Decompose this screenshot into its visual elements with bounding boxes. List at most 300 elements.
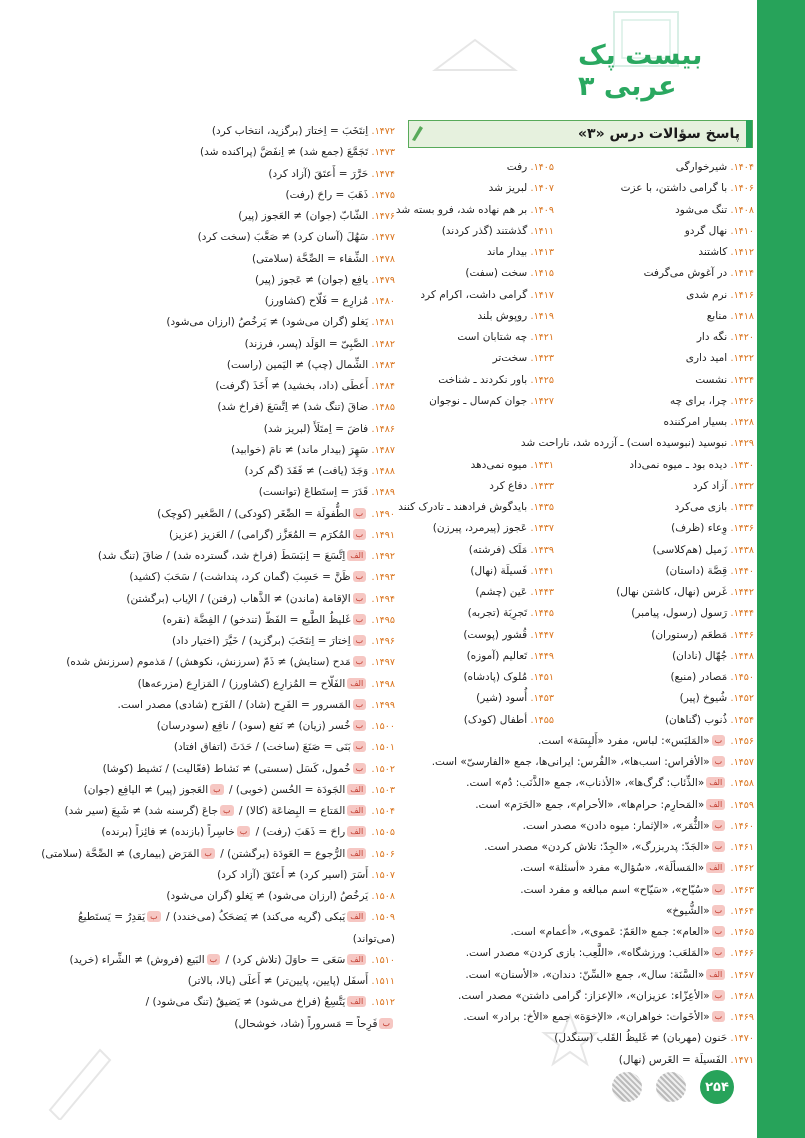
answer-line [60, 971, 395, 992]
answer-text: خاسِراً (بازنده) ≠ فائِزاً (برنده) [101, 826, 235, 839]
answer-number: ۱۴۱۰. [730, 225, 754, 237]
answer-number: ۱۴۸۷. [371, 444, 395, 456]
answer-line [60, 716, 395, 737]
answer-line [60, 440, 395, 461]
answer-line [60, 610, 395, 631]
answer-text: «الأخَوات: خواهران»، «الإخوَة» جمع «الأخ: برادر» است. [463, 1011, 710, 1023]
pencil-icon [410, 124, 424, 142]
answer-number: ۱۴۶۹. [730, 1012, 754, 1023]
answer-text: غَرس (نهال، کاشتن نهال) [616, 586, 728, 598]
answer-text: بیدار ماند [487, 246, 528, 258]
answer-number: ۱۴۸۰. [371, 296, 395, 307]
answer-line [404, 1007, 754, 1028]
answer-line [60, 801, 395, 822]
choice-badge: الف [347, 784, 366, 795]
choice-badge: ب [353, 508, 367, 519]
pair-cell [404, 433, 554, 454]
answer-number: ۱۵۱۰. [371, 954, 395, 966]
choice-badge: ب [237, 826, 251, 837]
pair-cell [404, 710, 554, 731]
answer-number: ۱۴۹۳. [371, 572, 395, 584]
answer-number: ۱۴۶۴. [730, 905, 754, 917]
answer-text: البَیع (فروش) ≠ الشِّراء (خرید) [69, 953, 205, 966]
pair-cell [404, 391, 554, 412]
answer-text: فَسیلَة (نهال) [470, 564, 528, 577]
answer-number: ۱۵۰۵. [371, 827, 395, 839]
answer-number: ۱۴۸۴. [371, 381, 395, 392]
answer-pair [404, 455, 754, 476]
answer-number: ۱۴۳۹. [530, 544, 554, 556]
choice-badge: ب [712, 990, 726, 1001]
answer-number: ۱۴۷۵. [371, 189, 395, 201]
pair-cell [554, 285, 754, 306]
pair-cell [404, 625, 554, 646]
answer-number: ۱۴۸۶. [371, 423, 395, 435]
choice-badge: الف [706, 862, 725, 873]
answer-number: ۱۴۹۵. [371, 614, 395, 626]
pair-cell [404, 476, 554, 497]
answer-number: ۱۴۹۹. [371, 699, 395, 711]
answer-line [60, 142, 395, 163]
answer-number: ۱۴۴۴. [730, 608, 754, 620]
answer-text: امید داری [685, 352, 728, 365]
answer-text: یَغلو (گران می‌شود) ≠ یَرخُصُ (ارزان می‌شود) [166, 316, 369, 329]
answer-number: ۱۴۵۵. [530, 714, 554, 726]
answer-number: ۱۴۳۰. [730, 459, 754, 471]
answer-pair [404, 412, 754, 433]
answer-line [60, 270, 395, 291]
answer-number: ۱۴۳۷. [530, 523, 554, 535]
answer-text: الفَسیلَة = الغَرس (نهال) [618, 1053, 728, 1066]
answer-number: ۱۴۱۶. [730, 289, 754, 301]
answer-number: ۱۴۰۶. [730, 183, 754, 195]
answer-line [60, 631, 395, 652]
answer-text: نرم شدی [686, 288, 728, 301]
choice-badge: الف [347, 996, 366, 1007]
answer-line [60, 482, 395, 503]
answer-pair [398, 497, 754, 518]
answer-text: عَجوز (پیرمرد، پیرزن) [432, 522, 528, 535]
answer-pair [404, 710, 754, 731]
choice-badge: ب [379, 1018, 393, 1029]
answer-text: الشِّمال (چپ) ≠ الیَمین (راست) [226, 358, 369, 371]
answer-pair [404, 476, 754, 497]
choice-badge: ب [712, 756, 726, 767]
pair-cell [554, 178, 754, 199]
answer-number: ۱۴۷۳. [371, 147, 395, 159]
answer-text: وِعاء (ظرف) [671, 522, 728, 535]
answer-number: ۱۵۱۱. [371, 976, 395, 987]
choice-badge: الف [347, 678, 366, 689]
answer-text: المَتاع = البِضاعَة (کالا) / [238, 805, 346, 817]
side-strip [757, 0, 805, 1138]
answer-number: ۱۴۸۱. [371, 317, 395, 329]
answer-number: ۱۴۵۰. [730, 672, 754, 683]
answer-text: «المَسألَة»، «سُؤال» مفرد «أسئلة» است. [519, 862, 705, 875]
answer-text: وَجَدَ (یافت) ≠ فَقَدَ (گم کرد) [244, 465, 369, 477]
answer-pair [404, 540, 754, 561]
choice-badge: الف [347, 550, 366, 561]
answer-line [60, 164, 395, 185]
choice-badge: ب [712, 1011, 726, 1022]
answer-line [60, 546, 395, 567]
answer-number: ۱۵۰۸. [371, 891, 395, 902]
answer-text: بَنَی = صَنَعَ (ساخت) / حَدَثَ (اتفاق افتاد) [173, 741, 351, 754]
book-logo [578, 40, 738, 102]
answer-number: ۱۴۵۷. [730, 757, 754, 768]
answer-number: ۱۴۷۲. [371, 126, 395, 137]
answer-line [41, 844, 395, 865]
answer-text: أُسود (شیر) [476, 692, 528, 705]
answer-number: ۱۴۷۷. [371, 232, 395, 244]
answer-text: المَسرور = الفَرِح (شاد) / الفَرَح (شادی) مصدر است. [117, 698, 351, 711]
answer-number: ۱۴۳۳. [530, 480, 554, 492]
answer-pair [404, 561, 754, 582]
answer-number: ۱۴۵۶. [730, 735, 754, 747]
answer-text: اِنتَخَبَ = اِختارَ (برگزید، انتخاب کرد) [211, 125, 369, 137]
pair-cell [554, 263, 754, 284]
choice-badge: الف [347, 848, 366, 859]
answer-text: مُلوک (پادشاه) [463, 671, 528, 683]
answer-text: مَصادر (منبع) [670, 671, 728, 683]
answer-text: لبریز شد [488, 182, 528, 195]
answer-pair [404, 518, 754, 539]
pair-cell [404, 603, 554, 624]
pencil-decoration [40, 1040, 120, 1120]
pair-cell [404, 455, 554, 476]
answer-line [60, 886, 395, 907]
answer-text: (می‌تواند) [352, 932, 395, 945]
answer-line [60, 397, 395, 418]
hatched-circle [656, 1072, 686, 1102]
answer-text: أطفال (کودک) [463, 713, 528, 726]
answer-number: ۱۵۰۷. [371, 869, 395, 881]
pair-cell [404, 306, 554, 327]
answer-number: ۱۴۵۳. [530, 693, 554, 705]
pair-cell [404, 646, 554, 667]
answer-number: ۱۴۲۱. [530, 332, 554, 343]
answer-line [60, 652, 395, 673]
answer-text: «المَلبَس»: لباس، مفرد «أَلبِسَة» است. [538, 734, 710, 747]
answer-text: شُیوخ (پیر) [679, 692, 728, 705]
pair-cell [404, 518, 554, 539]
answer-line [60, 291, 395, 312]
answer-text: حَنون (مهربان) ≠ غَلیظُ القَلب (سنگدل) [554, 1032, 728, 1045]
answer-line [60, 567, 395, 588]
answer-text: منابع [706, 309, 728, 322]
answer-number: ۱۴۴۹. [530, 650, 554, 662]
choice-badge: ب [712, 841, 726, 852]
left-answer-column [41, 121, 395, 1035]
answer-text: «المَحارِم: حرام‌ها»، «الأحرام»، جمع «الحَرَم» است. [475, 798, 705, 811]
choice-badge: الف [347, 954, 366, 965]
answer-text: اِتَّسَعَ = اِنبَسَطَ (فراخ شد، گسترده شد) / ضاقَ (تنگ شد) [97, 550, 346, 562]
choice-badge: ب [210, 784, 224, 795]
answer-line [60, 695, 395, 716]
answer-line [60, 865, 395, 886]
answer-line [60, 419, 395, 440]
answer-line [60, 780, 395, 801]
answer-line [404, 731, 754, 752]
answer-text: تَجَمَّعَ (جمع شد) ≠ اِنفَضَّ (پراکنده شد) [200, 146, 369, 159]
answer-text: ذُنوب (گناهان) [664, 713, 728, 726]
pair-cell [554, 625, 754, 646]
answer-text: «السَّنَة: سال»، جمع «السِّنّ: دندان»، «الأسنان» است. [465, 968, 705, 981]
answer-number: ۱۴۲۹. [730, 438, 754, 450]
answer-pair [404, 178, 754, 199]
answer-text: تنگ می‌شود [675, 203, 728, 216]
answer-number: ۱۵۰۲. [371, 763, 395, 775]
answer-number: ۱۴۶۶. [730, 948, 754, 960]
answer-number: ۱۴۲۷. [530, 395, 554, 407]
pair-cell [554, 688, 754, 709]
answer-text: گذشتند (گذر کردند) [441, 224, 528, 237]
answer-text: مَلَک (فرشته) [468, 543, 528, 556]
pair-cell [554, 497, 754, 518]
logo-text: بیست پک عربی ۳ [578, 40, 703, 102]
answer-number: ۱۴۲۵. [530, 374, 554, 386]
answer-pair [404, 327, 754, 348]
answer-line [60, 504, 395, 525]
answer-text: کاشتند [698, 246, 728, 258]
pair-cell [404, 540, 554, 561]
pair-cell [554, 157, 754, 178]
pair-cell [554, 370, 754, 391]
answer-line [404, 795, 754, 816]
answer-number: ۱۴۲۳. [530, 353, 554, 365]
answer-line [60, 334, 395, 355]
answer-text: سَهُلَ (آسان کرد) ≠ صَعَّبَ (سخت کرد) [197, 231, 369, 244]
answer-text: رَسول (رسول، پیامبر) [631, 607, 728, 620]
answer-number: ۱۴۷۱. [730, 1054, 754, 1066]
answer-number: ۱۴۲۲. [730, 353, 754, 365]
answer-number: ۱۴۷۶. [371, 211, 395, 222]
answer-line [60, 759, 395, 780]
answer-text: فَرِحاً = مَسروراً (شاد، خوشحال) [234, 1017, 378, 1030]
pair-cell [554, 391, 754, 412]
answer-text: «الجَدّ: پدربزرگ»، «الجِدّ: تلاش کردن» مصدر است. [484, 841, 710, 853]
answer-text: «الأعِزّاء: عزیزان»، «الإعزاز: گرامی داشتن» مصدر است. [458, 989, 710, 1002]
choice-badge: ب [353, 699, 367, 710]
answer-number: ۱۴۴۱. [530, 565, 554, 577]
answer-text: فاضَ = اِمتَلَأَ (لبریز شد) [263, 422, 369, 435]
answer-text: در آغوش می‌گرفت [643, 267, 728, 280]
answer-number: ۱۴۰۴. [730, 162, 754, 173]
answer-text: الإقامة (ماندن) ≠ الذَّهاب (رفتن) / الإیاب (برگشتن) [126, 592, 351, 605]
right-answer-column [395, 157, 754, 1071]
pair-cell [404, 561, 554, 582]
pair-cell [404, 348, 554, 369]
answer-text: جاعَ (گرسنه شد) ≠ شَبِعَ (سیر شد) [64, 805, 218, 817]
answer-line [60, 376, 395, 397]
pair-cell [554, 306, 754, 327]
choice-badge: ب [712, 905, 726, 916]
answer-number: ۱۴۶۱. [730, 842, 754, 853]
choice-badge: ب [353, 720, 367, 731]
answer-text: زَمیل (هم‌کلاسی) [652, 543, 728, 556]
answer-text: الرُّجوع = العَودَة (برگشتن) / [220, 847, 346, 860]
answer-number: ۱۴۹۴. [371, 593, 395, 605]
answer-number: ۱۴۴۰. [730, 565, 754, 577]
pair-cell [404, 285, 554, 306]
answer-number: ۱۴۲۸. [730, 417, 754, 428]
answer-pair [404, 306, 754, 327]
header-accent [746, 120, 752, 148]
answer-pair [404, 263, 754, 284]
answer-number: ۱۴۹۰. [371, 508, 395, 520]
answer-line [404, 816, 754, 837]
answer-text: ذَهَبَ = راحَ (رفت) [285, 188, 369, 201]
answer-line [60, 907, 395, 928]
answer-text: روپوش بلند [477, 309, 528, 322]
answer-pair [404, 433, 754, 454]
answer-number: ۱۴۷۹. [371, 274, 395, 286]
answer-number: ۱۴۶۲. [730, 863, 754, 875]
answer-line [60, 249, 395, 270]
choice-badge: ب [712, 735, 726, 746]
answer-text: «المَلعَب: ورزشگاه»، «اللَّعِب: بازی کردن» مصدر است. [465, 947, 710, 960]
answer-number: ۱۴۷۰. [730, 1033, 754, 1045]
answer-number: ۱۴۵۱. [530, 672, 554, 683]
answer-pair [395, 200, 754, 221]
answer-number: ۱۴۵۴. [730, 714, 754, 726]
answer-text: المَرَض (بیماری) ≠ الصِّحَّة (سلامتی) [41, 847, 200, 860]
answer-text: سَهِرَ (بیدار ماند) ≠ نامَ (خوابید) [230, 443, 369, 456]
answer-text: «الشُّیوخ» [665, 904, 710, 917]
answer-text: یَقدِرُ = یَستَطیعُ [78, 911, 146, 924]
answer-number: ۱۴۱۱. [530, 225, 554, 237]
answer-text: دیده بود ـ میوه نمی‌داد [629, 458, 728, 471]
answer-number: ۱۵۰۳. [371, 784, 395, 796]
answer-number: ۱۴۹۷. [371, 657, 395, 669]
choice-badge: ب [353, 763, 367, 774]
answer-text: الشّابّ (جوان) ≠ العَجوز (پیر) [238, 210, 369, 222]
answer-text: «الذِّئاب: گرگ‌ها»، «الأذناب»، جمع «الذَّنَب: دُم» است. [466, 777, 705, 790]
pair-cell [554, 603, 754, 624]
answer-pair [404, 285, 754, 306]
pair-cell [395, 200, 554, 221]
answer-line [60, 312, 395, 333]
answer-text: الفَلّاح = المُزارِع (کشاورز) / المَزارِع (مزرعه‌ها) [137, 677, 346, 690]
pair-cell [554, 200, 754, 221]
pair-cell [554, 582, 754, 603]
answer-number: ۱۴۱۲. [730, 247, 754, 258]
choice-badge: ب [353, 635, 367, 646]
answer-number: ۱۴۰۹. [530, 204, 554, 216]
answer-number: ۱۴۳۵. [530, 502, 554, 513]
answer-number: ۱۴۶۵. [730, 927, 754, 938]
pair-cell [404, 412, 554, 433]
answer-text: عَین (چشم) [475, 586, 528, 598]
answer-text: سخت‌تر [492, 352, 528, 365]
pair-cell [404, 178, 554, 199]
answer-line [60, 185, 395, 206]
answer-text: الشِّفاء = الصِّحَّة (سلامتی) [252, 252, 369, 265]
answer-line [60, 355, 395, 376]
choice-badge: ب [712, 820, 726, 831]
answer-number: ۱۵۰۰. [371, 721, 395, 732]
answer-number: ۱۴۴۲. [730, 587, 754, 598]
answer-line [404, 1050, 754, 1071]
answer-pair [404, 667, 754, 688]
answer-text: ظَنَّ = حَسِبَ (گمان کرد، پنداشت) / سَحَبَ (کشید) [129, 571, 351, 584]
answer-number: ۱۵۰۱. [371, 742, 395, 754]
answer-number: ۱۴۰۷. [530, 183, 554, 195]
answer-line [404, 1028, 754, 1049]
answer-pair [404, 391, 754, 412]
answer-text: نگه دار [696, 331, 728, 343]
answer-text: العَجوز (پیر) ≠ الیافِع (جوان) [83, 783, 209, 796]
answer-number: ۱۴۳۴. [730, 502, 754, 513]
answer-number: ۱۵۰۴. [371, 806, 395, 817]
pair-cell [520, 433, 754, 454]
answer-number: ۱۴۱۷. [530, 289, 554, 301]
answer-pair [404, 625, 754, 646]
answer-text: قِصَّة (داستان) [665, 564, 728, 577]
answer-text: چرا، برای چه [669, 394, 728, 407]
choice-badge: ب [220, 805, 234, 816]
answer-pair [404, 157, 754, 178]
answer-text: بسیار امرکننده [663, 416, 728, 428]
answer-number: ۱۴۰۸. [730, 204, 754, 216]
answer-line [404, 773, 754, 794]
answer-number: ۱۴۲۴. [730, 374, 754, 386]
section-header [408, 120, 753, 148]
answer-line [60, 525, 395, 546]
answer-line [60, 929, 395, 950]
answer-number: ۱۴۳۱. [530, 459, 554, 471]
pair-cell [554, 242, 754, 263]
answer-text: بر هم نهاده شد، فرو بسته شد [395, 203, 528, 216]
answer-line [60, 1014, 395, 1035]
answer-number: ۱۴۹۲. [371, 551, 395, 562]
answer-text: مُزارِع = فَلّاح (کشاورز) [264, 295, 369, 307]
answer-line [60, 950, 395, 971]
pair-cell [554, 518, 754, 539]
answer-number: ۱۴۱۳. [530, 247, 554, 258]
answer-number: ۱۴۸۸. [371, 466, 395, 477]
answer-number: ۱۴۹۸. [371, 678, 395, 690]
answer-number: ۱۴۲۰. [730, 332, 754, 343]
pair-cell [404, 667, 554, 688]
choice-badge: ب [712, 947, 726, 958]
answer-text: نشست [695, 373, 728, 386]
answer-line [60, 589, 395, 610]
answer-line [404, 858, 754, 879]
header-title: پاسخ سؤالات درس «۳» [577, 126, 740, 142]
answer-text: آزاد کرد [692, 479, 728, 492]
choice-badge: ب [712, 884, 726, 895]
answer-pair [404, 348, 754, 369]
answer-number: ۱۴۱۵. [530, 268, 554, 280]
choice-badge: ب [207, 954, 221, 965]
pair-cell [404, 221, 554, 242]
answer-text: خُسر (زیان) ≠ نَفع (سود) / نافِع (سودرسان) [156, 720, 351, 732]
answer-number: ۱۵۱۲. [371, 997, 395, 1009]
answer-number: ۱۴۴۳. [530, 587, 554, 598]
answer-number: ۱۴۱۸. [730, 310, 754, 322]
answer-text: یَتَّسِعُ (فراخ می‌شود) ≠ یَضیقُ (تنگ می‌شود) / [145, 996, 346, 1009]
answer-text: بازی می‌کرد [674, 501, 728, 513]
answer-number: ۱۴۶۰. [730, 820, 754, 832]
answer-text: أَسَرَ (اسیر کرد) ≠ أَعتَقَ (آزاد کرد) [217, 868, 369, 881]
answer-text: أَعطَی (داد، بخشید) ≠ أَخَذَ (گرفت) [215, 380, 369, 392]
answer-line [60, 461, 395, 482]
answer-text: ضاقَ (تنگ شد) ≠ اِتَّسَعَ (فراخ شد) [217, 401, 369, 414]
pair-cell [404, 688, 554, 709]
answer-text: رفت [506, 161, 528, 173]
answer-text: نبوسید (نبوسیده است) ـ آزرده شد، ناراحت شد [520, 437, 728, 450]
